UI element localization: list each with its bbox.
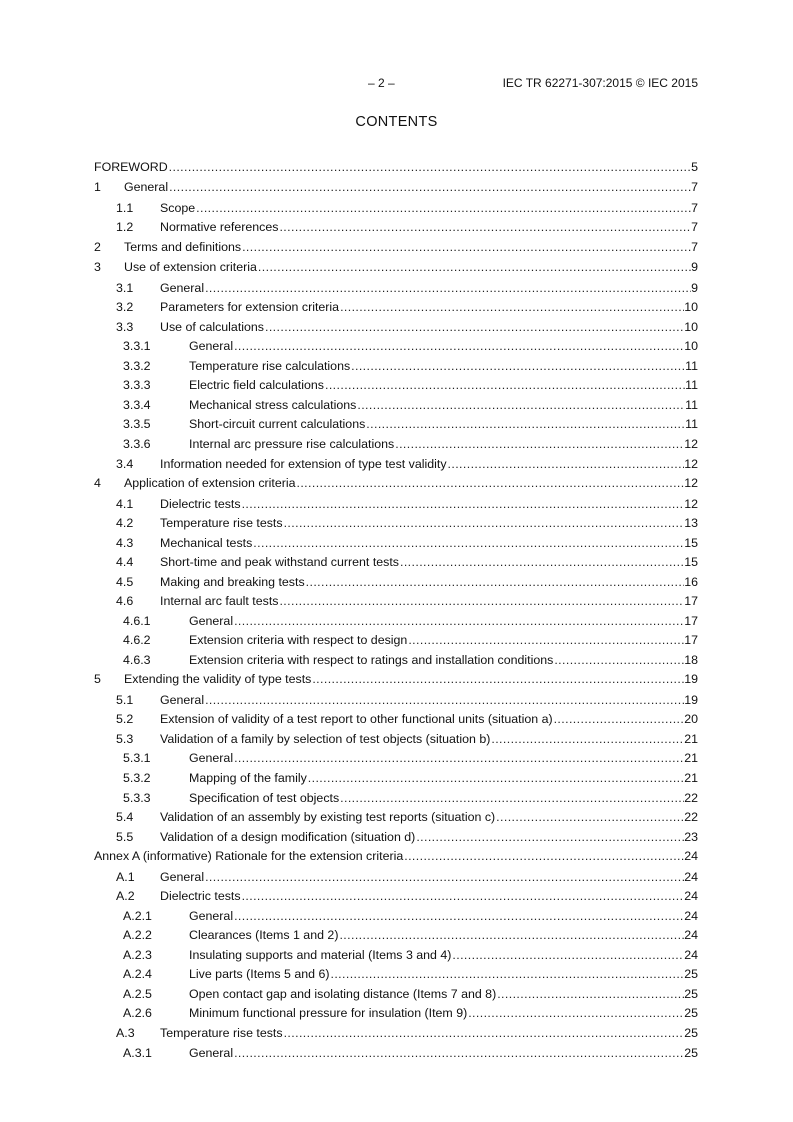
toc-entry-title: Electric field calculations bbox=[189, 378, 324, 393]
toc-entry-number: A.2.1 bbox=[123, 908, 152, 923]
toc-entry-number: 5.3 bbox=[116, 731, 134, 746]
toc-entry-title: General bbox=[124, 180, 169, 195]
toc-entry-page-number: 19 bbox=[684, 672, 698, 687]
toc-entry-page-number: 17 bbox=[684, 613, 698, 628]
toc-dot-leader bbox=[195, 199, 691, 219]
toc-entry-title: General bbox=[160, 692, 205, 707]
toc-dot-leader bbox=[394, 435, 684, 455]
toc-entry-number: A.2 bbox=[116, 889, 135, 904]
toc-entry-page-number: 17 bbox=[684, 594, 698, 609]
page-header bbox=[0, 76, 793, 94]
toc-dot-leader bbox=[467, 1004, 684, 1024]
toc-entry-page-number: 25 bbox=[684, 1045, 698, 1060]
toc-entry-page-number: 20 bbox=[684, 712, 698, 727]
toc-dot-leader bbox=[350, 357, 685, 377]
toc-entry-number: 4.6.3 bbox=[123, 652, 151, 667]
toc-dot-leader bbox=[324, 376, 685, 396]
toc-dot-leader bbox=[233, 337, 684, 357]
toc-entry[interactable] bbox=[94, 1044, 698, 1064]
toc-entry-title: Minimum functional pressure for insulation (Item 9) bbox=[189, 1006, 468, 1021]
toc-entry-title: Internal arc fault tests bbox=[160, 594, 279, 609]
toc-entry-page-number: 11 bbox=[685, 378, 698, 393]
toc-entry-title: Validation of a family by selection of test objects (situation b) bbox=[160, 731, 491, 746]
toc-entry[interactable] bbox=[94, 376, 698, 396]
toc-entry-title: Annex A (informative) Rationale for the extension criteria bbox=[94, 849, 404, 864]
toc-entry-number: 4.4 bbox=[116, 555, 134, 570]
toc-entry-page-number: 24 bbox=[684, 849, 698, 864]
toc-entry-title: Extension criteria with respect to ratings and installation conditions bbox=[189, 652, 554, 667]
toc-entry-number: 5.3.3 bbox=[123, 790, 151, 805]
toc-entry-page-number: 23 bbox=[684, 829, 698, 844]
toc-entry[interactable] bbox=[94, 789, 698, 809]
toc-entry-number: 5.1 bbox=[116, 692, 134, 707]
toc-entry-page-number: 25 bbox=[684, 967, 698, 982]
toc-entry-number: A.2.4 bbox=[123, 967, 152, 982]
toc-entry[interactable] bbox=[94, 710, 698, 730]
toc-entry-title: FOREWORD bbox=[94, 160, 168, 174]
toc-entry[interactable] bbox=[94, 965, 698, 985]
toc-dot-leader bbox=[403, 847, 684, 867]
toc-entry-number: 5.3.1 bbox=[123, 751, 151, 766]
toc-entry-title: Specification of test objects bbox=[189, 790, 340, 805]
toc-entry-number: 4.6.1 bbox=[123, 613, 151, 628]
toc-entry[interactable] bbox=[94, 357, 698, 377]
toc-entry-title: General bbox=[189, 339, 234, 354]
toc-entry-number: 5 bbox=[94, 672, 101, 687]
toc-entry-number: A.2.6 bbox=[123, 1006, 152, 1021]
toc-entry-page-number: 16 bbox=[684, 574, 698, 589]
toc-entry[interactable] bbox=[94, 178, 698, 198]
toc-entry-title: Extension criteria with respect to design bbox=[189, 633, 408, 648]
toc-entry[interactable] bbox=[94, 651, 698, 671]
toc-entry-number: A.2.3 bbox=[123, 947, 152, 962]
toc-dot-leader bbox=[330, 965, 685, 985]
toc-entry[interactable] bbox=[94, 828, 698, 848]
toc-entry-page-number: 9 bbox=[691, 260, 698, 275]
toc-entry-number: 3.3.6 bbox=[123, 437, 151, 452]
toc-entry[interactable] bbox=[94, 868, 698, 888]
toc-entry-page-number: 22 bbox=[684, 810, 698, 825]
toc-entry[interactable] bbox=[94, 670, 698, 690]
toc-entry-title: General bbox=[189, 751, 234, 766]
toc-entry-page-number: 10 bbox=[684, 339, 698, 354]
toc-entry-page-number: 25 bbox=[684, 1025, 698, 1040]
toc-entry-page-number: 11 bbox=[685, 417, 698, 432]
toc-dot-leader bbox=[241, 238, 691, 258]
toc-entry-number: 3 bbox=[94, 260, 101, 275]
toc-dot-leader bbox=[168, 158, 691, 178]
toc-entry[interactable] bbox=[94, 926, 698, 946]
toc-entry[interactable] bbox=[94, 985, 698, 1005]
toc-entry[interactable] bbox=[94, 631, 698, 651]
toc-dot-leader bbox=[233, 749, 684, 769]
toc-entry-number: 5.3.2 bbox=[123, 771, 151, 786]
toc-entry-page-number: 19 bbox=[684, 692, 698, 707]
toc-dot-leader bbox=[233, 1044, 684, 1064]
toc-entry-number: A.3.1 bbox=[123, 1045, 152, 1060]
toc-entry-title: General bbox=[189, 613, 234, 628]
toc-entry-title: Mechanical tests bbox=[160, 535, 253, 550]
toc-dot-leader bbox=[495, 808, 684, 828]
toc-entry-title: Temperature rise calculations bbox=[189, 358, 351, 373]
toc-entry[interactable] bbox=[94, 946, 698, 966]
toc-entry-number: 4.5 bbox=[116, 574, 134, 589]
toc-dot-leader bbox=[496, 985, 684, 1005]
toc-entry-number: 3.3.3 bbox=[123, 378, 151, 393]
toc-entry-number: 3.4 bbox=[116, 456, 134, 471]
toc-dot-leader bbox=[365, 415, 685, 435]
toc-entry-title: Live parts (Items 5 and 6) bbox=[189, 967, 330, 982]
toc-dot-leader bbox=[553, 710, 685, 730]
toc-entry-number: 4.2 bbox=[116, 516, 134, 531]
toc-dot-leader bbox=[168, 178, 691, 198]
toc-entry-title: Making and breaking tests bbox=[160, 574, 305, 589]
toc-entry-page-number: 22 bbox=[684, 790, 698, 805]
toc-entry[interactable] bbox=[94, 1024, 698, 1044]
toc-entry[interactable] bbox=[94, 730, 698, 750]
toc-entry[interactable] bbox=[94, 158, 698, 178]
toc-entry[interactable] bbox=[94, 279, 698, 299]
toc-dot-leader bbox=[447, 455, 685, 475]
toc-dot-leader bbox=[283, 514, 685, 534]
toc-entry-title: Dielectric tests bbox=[160, 496, 241, 511]
toc-entry-title: Open contact gap and isolating distance (Items 7 and 8) bbox=[189, 986, 497, 1001]
toc-dot-leader bbox=[204, 868, 684, 888]
toc-dot-leader bbox=[241, 887, 685, 907]
toc-entry[interactable] bbox=[94, 435, 698, 455]
toc-entry-page-number: 10 bbox=[684, 300, 698, 315]
toc-dot-leader bbox=[204, 279, 691, 299]
toc-entry-page-number: 24 bbox=[684, 947, 698, 962]
toc-dot-leader bbox=[490, 730, 684, 750]
toc-dot-leader bbox=[553, 651, 684, 671]
toc-entry[interactable] bbox=[94, 514, 698, 534]
toc-dot-leader bbox=[339, 789, 684, 809]
toc-dot-leader bbox=[339, 298, 684, 318]
toc-entry-number: A.1 bbox=[116, 869, 135, 884]
toc-entry-title: Application of extension criteria bbox=[124, 476, 296, 491]
toc-entry-number: 3.3 bbox=[116, 319, 134, 334]
toc-entry-page-number: 11 bbox=[685, 397, 698, 412]
toc-entry-title: General bbox=[160, 869, 205, 884]
toc-entry-title: Clearances (Items 1 and 2) bbox=[189, 928, 339, 943]
toc-dot-leader bbox=[307, 769, 684, 789]
standard-reference: IEC TR 62271-307:2015 © IEC 2015 bbox=[502, 76, 698, 90]
toc-entry-title: Insulating supports and material (Items 3 and 4) bbox=[189, 947, 452, 962]
toc-entry-number: 4.1 bbox=[116, 496, 134, 511]
toc-entry-page-number: 21 bbox=[684, 731, 698, 746]
toc-entry[interactable] bbox=[94, 337, 698, 357]
toc-entry[interactable] bbox=[94, 534, 698, 554]
toc-dot-leader bbox=[296, 474, 685, 494]
page-number: – 2 – bbox=[368, 76, 395, 90]
toc-entry-page-number: 9 bbox=[691, 280, 698, 295]
toc-entry-number: 1.1 bbox=[116, 200, 134, 215]
toc-dot-leader bbox=[241, 495, 685, 515]
toc-entry-title: Mapping of the family bbox=[189, 771, 307, 786]
toc-dot-leader bbox=[407, 631, 684, 651]
toc-dot-leader bbox=[305, 573, 685, 593]
toc-dot-leader bbox=[264, 318, 684, 338]
toc-entry-number: A.3 bbox=[116, 1025, 135, 1040]
toc-entry[interactable] bbox=[94, 258, 698, 278]
toc-dot-leader bbox=[356, 396, 685, 416]
toc-entry-number: 3.3.2 bbox=[123, 358, 151, 373]
toc-entry-number: 3.1 bbox=[116, 280, 134, 295]
toc-entry-title: Mechanical stress calculations bbox=[189, 397, 357, 412]
toc-entry[interactable] bbox=[94, 199, 698, 219]
toc-entry[interactable] bbox=[94, 573, 698, 593]
toc-entry[interactable] bbox=[94, 769, 698, 789]
toc-entry-number: 3.3.1 bbox=[123, 339, 151, 354]
contents-title: CONTENTS bbox=[355, 114, 438, 130]
toc-entry-number: 4.6.2 bbox=[123, 633, 151, 648]
toc-dot-leader bbox=[233, 907, 684, 927]
toc-entry-number: 3.3.4 bbox=[123, 397, 151, 412]
toc-entry-number: 5.2 bbox=[116, 712, 134, 727]
toc-entry[interactable] bbox=[94, 474, 698, 494]
toc-entry-page-number: 7 bbox=[691, 220, 698, 235]
toc-entry-title: Scope bbox=[160, 200, 196, 215]
toc-entry-page-number: 12 bbox=[684, 437, 698, 452]
toc-entry-title: Temperature rise tests bbox=[160, 1025, 283, 1040]
toc-entry-title: Normative references bbox=[160, 220, 279, 235]
toc-entry[interactable] bbox=[94, 318, 698, 338]
toc-entry[interactable] bbox=[94, 1004, 698, 1024]
toc-entry-number: A.2.2 bbox=[123, 928, 152, 943]
toc-entry-page-number: 12 bbox=[684, 456, 698, 471]
toc-entry-title: Temperature rise tests bbox=[160, 516, 283, 531]
toc-entry-number: 5.4 bbox=[116, 810, 134, 825]
toc-dot-leader bbox=[311, 670, 684, 690]
toc-entry-title: Internal arc pressure rise calculations bbox=[189, 437, 395, 452]
toc-entry-number: 3.3.5 bbox=[123, 417, 151, 432]
toc-dot-leader bbox=[415, 828, 684, 848]
toc-entry-title: Validation of an assembly by existing test reports (situation c) bbox=[160, 810, 496, 825]
toc-dot-leader bbox=[204, 691, 684, 711]
toc-dot-leader bbox=[451, 946, 684, 966]
toc-entry-title: Short-time and peak withstand current tests bbox=[160, 555, 399, 570]
toc-entry-title: Extension of validity of a test report to other functional units (situation a) bbox=[160, 712, 553, 727]
toc-entry-page-number: 10 bbox=[684, 319, 698, 334]
toc-entry-page-number: 12 bbox=[684, 476, 698, 491]
toc-entry-page-number: 5 bbox=[691, 160, 698, 174]
toc-entry-page-number: 12 bbox=[684, 496, 698, 511]
toc-entry-page-number: 24 bbox=[684, 869, 698, 884]
toc-entry-title: Use of extension criteria bbox=[124, 260, 257, 275]
toc-entry-number: 5.5 bbox=[116, 829, 134, 844]
toc-entry-title: Extending the validity of type tests bbox=[124, 672, 312, 687]
toc-entry-number: 4 bbox=[94, 476, 101, 491]
toc-entry-page-number: 7 bbox=[691, 239, 698, 254]
toc-entry[interactable] bbox=[94, 415, 698, 435]
toc-entry[interactable] bbox=[94, 847, 698, 867]
toc-dot-leader bbox=[233, 612, 684, 632]
toc-entry[interactable] bbox=[94, 592, 698, 612]
toc-entry-number: A.2.5 bbox=[123, 986, 152, 1001]
toc-entry[interactable] bbox=[94, 553, 698, 573]
toc-entry-title: Information needed for extension of type test validity bbox=[160, 456, 447, 471]
toc-entry-page-number: 24 bbox=[684, 928, 698, 943]
toc-entry-page-number: 25 bbox=[684, 1006, 698, 1021]
toc-entry-page-number: 7 bbox=[691, 180, 698, 195]
toc-entry-page-number: 24 bbox=[684, 889, 698, 904]
toc-entry-title: Parameters for extension criteria bbox=[160, 300, 340, 315]
toc-entry-title: General bbox=[160, 280, 205, 295]
toc-entry[interactable] bbox=[94, 298, 698, 318]
toc-entry-title: General bbox=[189, 908, 234, 923]
toc-entry-title: Terms and definitions bbox=[124, 239, 242, 254]
toc-entry[interactable] bbox=[94, 808, 698, 828]
toc-entry-number: 4.6 bbox=[116, 594, 134, 609]
toc-entry-page-number: 17 bbox=[684, 633, 698, 648]
toc-entry-title: General bbox=[189, 1045, 234, 1060]
toc-entry-page-number: 25 bbox=[684, 986, 698, 1001]
toc-entry-number: 2 bbox=[94, 239, 101, 254]
toc-entry-page-number: 7 bbox=[691, 200, 698, 215]
toc-entry-title: Short-circuit current calculations bbox=[189, 417, 366, 432]
toc-entry-page-number: 24 bbox=[684, 908, 698, 923]
toc-entry-page-number: 11 bbox=[685, 358, 698, 373]
toc-entry[interactable] bbox=[94, 455, 698, 475]
toc-entry[interactable] bbox=[94, 218, 698, 238]
toc-entry[interactable] bbox=[94, 887, 698, 907]
toc-dot-leader bbox=[278, 218, 691, 238]
toc-entry[interactable] bbox=[94, 749, 698, 769]
toc-dot-leader bbox=[278, 592, 684, 612]
toc-dot-leader bbox=[257, 258, 691, 278]
toc-entry-number: 4.3 bbox=[116, 535, 134, 550]
toc-entry-page-number: 13 bbox=[684, 516, 698, 531]
toc-dot-leader bbox=[399, 553, 684, 573]
toc-entry-page-number: 15 bbox=[684, 555, 698, 570]
toc-entry[interactable] bbox=[94, 907, 698, 927]
toc-entry[interactable] bbox=[94, 691, 698, 711]
toc-dot-leader bbox=[283, 1024, 685, 1044]
toc-entry[interactable] bbox=[94, 238, 698, 258]
toc-entry-page-number: 21 bbox=[684, 751, 698, 766]
toc-entry[interactable] bbox=[94, 612, 698, 632]
toc-entry-title: Dielectric tests bbox=[160, 889, 241, 904]
toc-entry-number: 1 bbox=[94, 180, 101, 195]
toc-entry-title: Validation of a design modification (situation d) bbox=[160, 829, 416, 844]
toc-dot-leader bbox=[338, 926, 684, 946]
toc-entry[interactable] bbox=[94, 495, 698, 515]
toc-entry-title: Use of calculations bbox=[160, 319, 264, 334]
toc-entry-page-number: 21 bbox=[684, 771, 698, 786]
toc-entry-page-number: 18 bbox=[684, 652, 698, 667]
toc-entry-page-number: 15 bbox=[684, 535, 698, 550]
toc-dot-leader bbox=[252, 534, 684, 554]
toc-entry[interactable] bbox=[94, 396, 698, 416]
toc-entry-number: 1.2 bbox=[116, 220, 134, 235]
toc-entry-number: 3.2 bbox=[116, 300, 134, 315]
table-of-contents bbox=[94, 158, 698, 1063]
